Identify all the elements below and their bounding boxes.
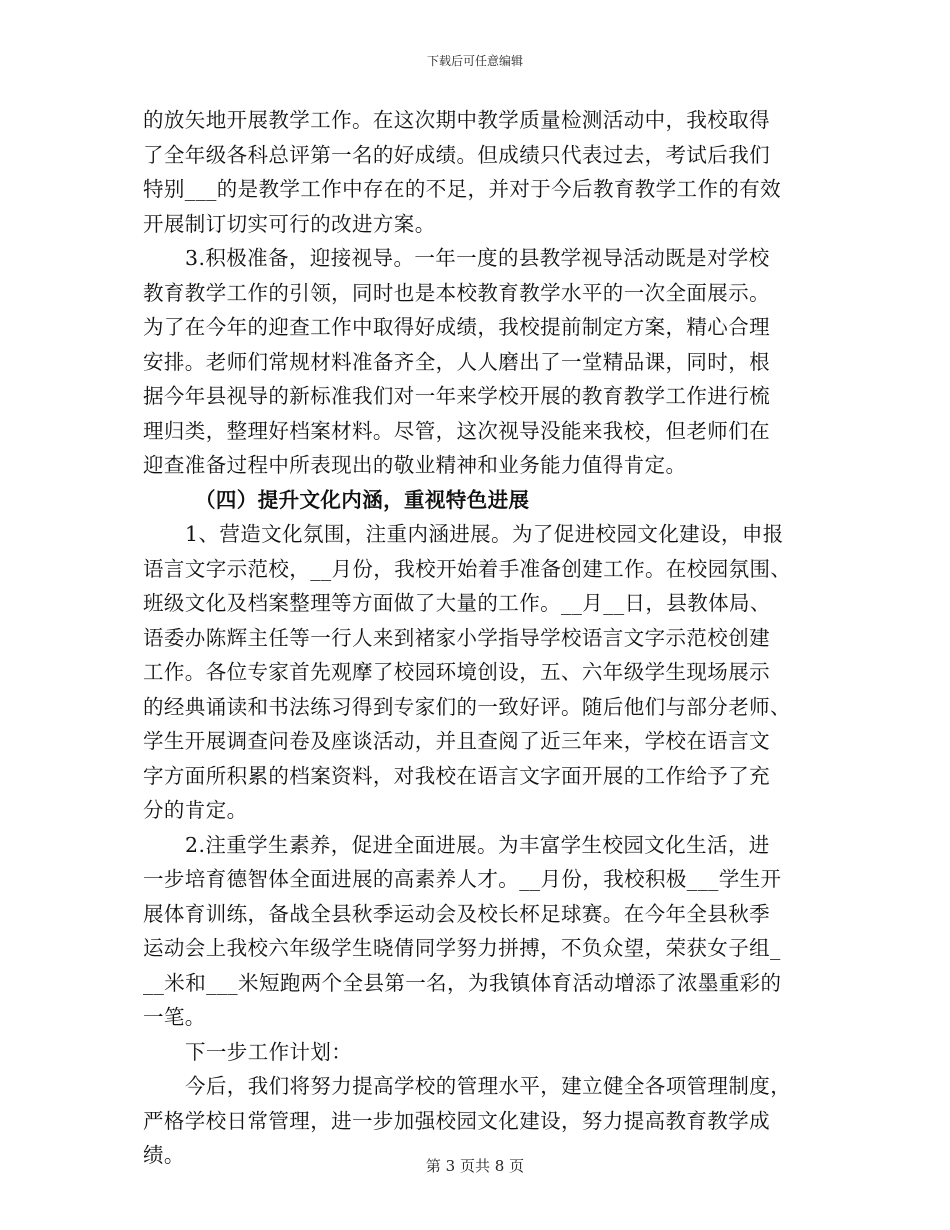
paragraph-line: 2.注重学生素养，促进全面进展。为丰富学生校园文化生活，进 bbox=[185, 832, 770, 857]
paragraph-line: 迎查准备过程中所表现出的敬业精神和业务能力值得肯定。 bbox=[143, 453, 687, 477]
paragraph-line: 学生开展调查问卷及座谈活动，并且查阅了近三年来，学校在语言文 bbox=[143, 729, 770, 753]
paragraph-line: 的经典诵读和书法练习得到专家们的一致好评。随后他们与部分老师、 bbox=[143, 694, 791, 719]
paragraph-line: 下一步工作计划： bbox=[185, 1039, 353, 1064]
page-footer: 第 3 页共 8 页 bbox=[425, 1157, 525, 1175]
paragraph-line: 今后，我们将努力提高学校的管理水平，建立健全各项管理制度， bbox=[185, 1074, 792, 1098]
paragraph-line: 开展制订切实可行的改进方案。 bbox=[143, 211, 436, 236]
paragraph-line: 教育教学工作的引领，同时也是本校教育教学水平的一次全面展示。 bbox=[143, 280, 770, 305]
paragraph-line: 展体育训练，备战全县秋季运动会及校长杯足球赛。在今年全县秋季 bbox=[143, 901, 770, 926]
paragraph-line: 严格学校日常管理，进一步加强校园文化建设，努力提高教育教学成 bbox=[143, 1108, 770, 1133]
section-heading: （四）提升文化内涵，重视特色进展 bbox=[195, 487, 530, 512]
paragraph-line: 语委办陈辉主任等一行人来到褚家小学指导学校语言文字示范校创建 bbox=[143, 625, 770, 650]
paragraph-line: 3.积极准备，迎接视导。一年一度的县教学视导活动既是对学校 bbox=[185, 246, 770, 270]
paragraph-line: 工作。各位专家首先观摩了校园环境创设，五、六年级学生现场展示 bbox=[143, 660, 770, 684]
paragraph-line: 运动会上我校六年级学生晓倩同学努力拼搏，不负众望，荣获女子组_ bbox=[143, 936, 781, 960]
paragraph-line: 了全年级各科总评第一名的好成绩。但成绩只代表过去，考试后我们 bbox=[143, 142, 770, 167]
paragraph-line: 的放矢地开展教学工作。在这次期中教学质量检测活动中，我校取得 bbox=[143, 108, 770, 132]
paragraph-line: 班级文化及档案整理等方面做了大量的工作。__月__日，县教体局、 bbox=[143, 591, 771, 615]
paragraph-line: 为了在今年的迎查工作中取得好成绩，我校提前制定方案，精心合理 bbox=[143, 315, 770, 339]
paragraph-line: 特别___的是教学工作中存在的不足，并对于今后教育教学工作的有效 bbox=[143, 177, 782, 201]
paragraph-line: 1、营造文化氛围，注重内涵进展。为了促进校园文化建设，申报 bbox=[185, 522, 784, 546]
paragraph-line: 语言文字示范校，__月份，我校开始着手准备创建工作。在校园氛围、 bbox=[143, 556, 792, 581]
paragraph-line: 安排。老师们常规材料准备齐全，人人磨出了一堂精品课，同时，根 bbox=[143, 349, 770, 374]
paragraph-line: 分的肯定。 bbox=[143, 798, 248, 822]
paragraph-line: 据今年县视导的新标准我们对一年来学校开展的教育教学工作进行梳 bbox=[143, 384, 770, 408]
paragraph-line: 一步培育德智体全面进展的高素养人才。__月份，我校积极___学生开 bbox=[143, 867, 782, 891]
paragraph-line: 字方面所积累的档案资料，对我校在语言文字面开展的工作给予了充 bbox=[143, 763, 770, 788]
page-header: 下载后可任意编辑 bbox=[426, 54, 523, 68]
paragraph-line: __米和___米短跑两个全县第一名，为我镇体育活动增添了浓墨重彩的 bbox=[143, 970, 782, 995]
paragraph-line: 绩。 bbox=[143, 1143, 185, 1167]
paragraph-line: 一笔。 bbox=[143, 1005, 206, 1029]
document-body bbox=[143, 103, 813, 1173]
paragraph-line: 理归类，整理好档案材料。尽管，这次视导没能来我校，但老师们在 bbox=[143, 418, 770, 443]
